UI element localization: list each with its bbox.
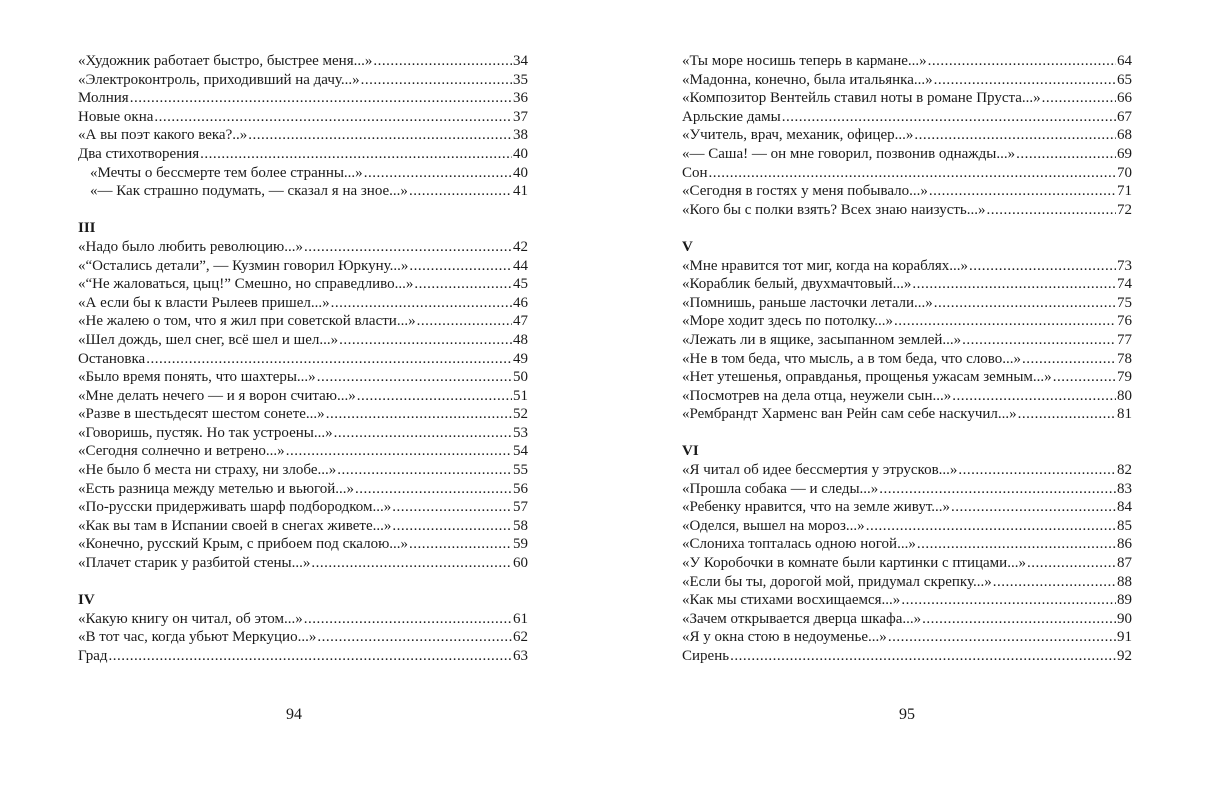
- toc-entry: [682, 517, 1132, 536]
- toc-entry: [78, 126, 528, 145]
- dot-leader: [109, 647, 512, 666]
- toc-entry: [78, 89, 528, 108]
- dot-leader: [1053, 368, 1116, 387]
- toc-entry-page: 67: [1117, 108, 1132, 125]
- toc-entry: [78, 71, 528, 90]
- toc-entry: [682, 126, 1132, 145]
- toc-entry: [682, 257, 1132, 276]
- toc-entry-title: «Говоришь, пустяк. Но так устроены...»: [78, 424, 333, 441]
- dot-leader: [317, 628, 512, 647]
- dot-leader: [248, 126, 512, 145]
- toc-entry: [682, 294, 1132, 313]
- toc-entry-title: «Прошла собака — и следы...»: [682, 480, 879, 497]
- dot-leader: [922, 610, 1116, 629]
- toc-entry-title: «А если бы к власти Рылеев пришел...»: [78, 294, 330, 311]
- dot-leader: [304, 238, 512, 257]
- toc-entry-title: Сирень: [682, 648, 730, 664]
- toc-entry-page: 70: [1117, 164, 1132, 181]
- toc-entry-title: «Ты море носишь теперь в кармане...»: [682, 53, 927, 69]
- right-page-toc: [682, 52, 1132, 666]
- toc-entry: [78, 554, 528, 573]
- toc-list: [78, 52, 528, 201]
- toc-entry-page: 57: [513, 499, 528, 516]
- dot-leader: [317, 368, 512, 387]
- toc-entry: [78, 164, 528, 183]
- toc-entry: [682, 387, 1132, 406]
- toc-list: [682, 52, 1132, 219]
- toc-entry: [78, 275, 528, 294]
- toc-entry-page: 40: [513, 145, 528, 162]
- section-heading: IV: [78, 592, 95, 609]
- dot-leader: [409, 535, 512, 554]
- toc-entry-title: «Как мы стихами восхищаемся...»: [682, 592, 901, 609]
- dot-leader: [286, 442, 512, 461]
- toc-entry: [682, 554, 1132, 573]
- toc-entry-page: 68: [1117, 127, 1132, 144]
- dot-leader: [339, 331, 512, 350]
- dot-leader: [417, 312, 512, 331]
- toc-entry-title: «Электроконтроль, приходивший на дачу...»: [78, 71, 360, 88]
- toc-entry-page: 79: [1117, 369, 1132, 386]
- toc-entry-title: «Плачет старик у разбитой стены...»: [78, 555, 311, 572]
- toc-entry-title: Град: [78, 648, 108, 664]
- toc-entry-title: «Слониха топталась одною ногой...»: [682, 536, 916, 553]
- toc-entry-page: 42: [513, 238, 528, 255]
- toc-entry-page: 78: [1117, 350, 1132, 367]
- toc-entry-title: «Не было б места ни страху, ни злобе...»: [78, 462, 337, 479]
- dot-leader: [730, 647, 1116, 666]
- toc-entry-title: Остановка: [78, 350, 146, 367]
- toc-entry-title: «Не в том беда, что мысль, а в том беда, что слово...»: [682, 350, 1022, 367]
- toc-entry-title: «Море ходит здесь по потолку...»: [682, 313, 893, 330]
- dot-leader: [355, 480, 512, 499]
- dot-leader: [969, 257, 1116, 276]
- toc-entry-title: «Шел дождь, шел снег, всё шел и шел...»: [78, 331, 339, 348]
- dot-leader: [951, 498, 1116, 517]
- dot-leader: [709, 164, 1116, 183]
- toc-entry-title: «Рембрандт Харменс ван Рейн сам себе наскучил...»: [682, 406, 1017, 423]
- toc-entry-title: «Разве в шестьдесят шестом сонете...»: [78, 406, 325, 423]
- toc-entry-page: 36: [513, 90, 528, 107]
- page-number-left: 94: [286, 706, 302, 723]
- toc-entry: [78, 387, 528, 406]
- dot-leader: [782, 108, 1116, 127]
- dot-leader: [917, 535, 1116, 554]
- toc-entry-page: 38: [513, 127, 528, 144]
- toc-entry: [682, 52, 1132, 71]
- toc-entry-page: 45: [513, 276, 528, 293]
- toc-entry-title: Два стихотворения: [78, 145, 200, 162]
- toc-entry: [682, 312, 1132, 331]
- dot-leader: [914, 126, 1116, 145]
- toc-entry: [682, 498, 1132, 517]
- toc-entry-page: 50: [513, 369, 528, 386]
- dot-leader: [912, 275, 1116, 294]
- section-heading: V: [682, 238, 693, 255]
- toc-entry: [78, 368, 528, 387]
- page-number-right: 95: [899, 706, 915, 723]
- dot-leader: [392, 498, 512, 517]
- dot-leader: [952, 387, 1116, 406]
- toc-entry-title: Арльские дамы: [682, 108, 781, 125]
- toc-entry: [682, 461, 1132, 480]
- dot-leader: [357, 387, 512, 406]
- toc-entry: [78, 238, 528, 257]
- toc-entry-title: Новые окна: [78, 108, 154, 125]
- toc-entry: [682, 628, 1132, 647]
- toc-entry-title: «Зачем открывается дверца шкафа...»: [682, 610, 922, 627]
- toc-entry-page: 46: [513, 294, 528, 311]
- toc-entry: [78, 442, 528, 461]
- toc-entry-title: Сон: [682, 164, 708, 181]
- toc-entry-page: 59: [513, 536, 528, 553]
- toc-entry: [682, 108, 1132, 127]
- toc-entry-title: «Если бы ты, дорогой мой, придумал скрепку...»: [682, 573, 992, 590]
- toc-entry-title: «Помнишь, раньше ласточки летали...»: [682, 294, 933, 311]
- toc-entry: [78, 610, 528, 629]
- toc-entry: [78, 312, 528, 331]
- toc-entry: [682, 182, 1132, 201]
- left-page-toc: [78, 52, 528, 666]
- toc-entry-page: 34: [513, 53, 528, 69]
- toc-entry-title: «Художник работает быстро, быстрее меня...»: [78, 53, 373, 69]
- toc-entry-page: 52: [513, 406, 528, 423]
- toc-entry-page: 92: [1117, 648, 1132, 664]
- toc-list: [78, 238, 528, 573]
- dot-leader: [337, 461, 512, 480]
- toc-entry-title: «Конечно, русский Крым, с прибоем под скалою...»: [78, 536, 409, 553]
- toc-entry: [78, 257, 528, 276]
- toc-entry-title: «Мадонна, конечно, была итальянка...»: [682, 71, 933, 88]
- toc-list: [78, 610, 528, 666]
- dot-leader: [409, 182, 512, 201]
- toc-entry: [78, 461, 528, 480]
- toc-entry-page: 37: [513, 108, 528, 125]
- dot-leader: [962, 331, 1116, 350]
- toc-entry-page: 66: [1117, 90, 1132, 107]
- toc-entry-title: «Ребенку нравится, что на земле живут...»: [682, 499, 951, 516]
- dot-leader: [1042, 89, 1116, 108]
- toc-entry-title: «Нет утешенья, оправданья, прощенья ужасам земным...»: [682, 369, 1052, 386]
- toc-entry-title: «Композитор Вентейль ставил ноты в романе Пруста...»: [682, 90, 1041, 107]
- toc-entry: [78, 108, 528, 127]
- toc-entry-title: «Сегодня в гостях у меня побывало...»: [682, 183, 928, 200]
- dot-leader: [331, 294, 512, 313]
- toc-entry-page: 89: [1117, 592, 1132, 609]
- dot-leader: [326, 405, 512, 424]
- toc-entry-page: 80: [1117, 387, 1132, 404]
- toc-entry-title: «Не жалею о том, что я жил при советской власти...»: [78, 313, 416, 330]
- toc-entry: [682, 535, 1132, 554]
- dot-leader: [929, 182, 1116, 201]
- toc-entry-title: «Кораблик белый, двухмачтовый...»: [682, 276, 912, 293]
- toc-entry-page: 82: [1117, 462, 1132, 479]
- toc-entry-title: «“Остались детали”, — Кузмин говорил Юркуну...»: [78, 257, 409, 274]
- dot-leader: [928, 52, 1116, 71]
- toc-entry-page: 61: [513, 610, 528, 627]
- toc-entry: [682, 591, 1132, 610]
- toc-entry-page: 53: [513, 424, 528, 441]
- dot-leader: [200, 145, 512, 164]
- toc-entry-title: «— Саша! — он мне говорил, позвонив однажды...»: [682, 145, 1016, 162]
- dot-leader: [901, 591, 1116, 610]
- toc-entry: [78, 331, 528, 350]
- dot-leader: [334, 424, 512, 443]
- toc-entry: [78, 517, 528, 536]
- toc-entry-title: «Кого бы с полки взять? Всех знаю наизусть...»: [682, 201, 986, 218]
- dot-leader: [409, 257, 512, 276]
- toc-entry-page: 73: [1117, 257, 1132, 274]
- toc-entry-page: 86: [1117, 536, 1132, 553]
- toc-entry-page: 48: [513, 331, 528, 348]
- toc-list: [682, 257, 1132, 424]
- toc-entry-page: 64: [1117, 53, 1132, 69]
- toc-entry-title: «Мне нравится тот миг, когда на кораблях...»: [682, 257, 969, 274]
- toc-entry-title: «— Как страшно подумать, — сказал я на зное...»: [90, 183, 408, 200]
- toc-entry-page: 56: [513, 480, 528, 497]
- dot-leader: [958, 461, 1116, 480]
- toc-entry: [78, 350, 528, 369]
- toc-entry-page: 85: [1117, 517, 1132, 534]
- toc-entry-page: 60: [513, 555, 528, 572]
- dot-leader: [373, 52, 512, 71]
- toc-entry: [682, 145, 1132, 164]
- toc-entry: [682, 610, 1132, 629]
- toc-entry-title: «Оделся, вышел на мороз...»: [682, 517, 865, 534]
- toc-entry-page: 83: [1117, 480, 1132, 497]
- toc-entry-page: 41: [513, 183, 528, 200]
- dot-leader: [1016, 145, 1116, 164]
- dot-leader: [987, 201, 1117, 220]
- toc-entry-page: 63: [513, 648, 528, 664]
- toc-entry-title: «А вы поэт какого века?..»: [78, 127, 248, 144]
- dot-leader: [993, 573, 1116, 592]
- toc-entry-title: «Лежать ли в ящике, засыпанном землей...»: [682, 331, 962, 348]
- toc-entry-title: Молния: [78, 90, 129, 107]
- toc-entry-title: «В тот час, когда убьют Меркуцио...»: [78, 629, 317, 646]
- toc-entry-page: 77: [1117, 331, 1132, 348]
- toc-entry-page: 71: [1117, 183, 1132, 200]
- toc-entry-page: 55: [513, 462, 528, 479]
- toc-entry: [78, 294, 528, 313]
- toc-entry-title: «“Не жаловаться, цыц!” Смешно, но справедливо...»: [78, 276, 414, 293]
- toc-entry: [682, 480, 1132, 499]
- toc-entry: [78, 424, 528, 443]
- toc-entry: [682, 71, 1132, 90]
- dot-leader: [414, 275, 512, 294]
- toc-entry: [682, 275, 1132, 294]
- dot-leader: [1027, 554, 1116, 573]
- toc-entry: [682, 89, 1132, 108]
- toc-entry-page: 35: [513, 71, 528, 88]
- toc-entry-title: «Какую книгу он читал, об этом...»: [78, 610, 303, 627]
- toc-entry-title: «Я читал об идее бессмертия у этрусков...»: [682, 462, 958, 479]
- toc-entry-title: «Мечты о бессмерте тем более странны...»: [90, 164, 363, 181]
- toc-entry: [682, 331, 1132, 350]
- toc-entry-title: «Посмотрев на дела отца, неужели сын...»: [682, 387, 952, 404]
- toc-entry-title: «Надо было любить революцию...»: [78, 238, 303, 255]
- toc-entry-page: 62: [513, 629, 528, 646]
- toc-entry: [78, 647, 528, 666]
- dot-leader: [1022, 350, 1116, 369]
- dot-leader: [154, 108, 512, 127]
- toc-entry-page: 47: [513, 313, 528, 330]
- toc-entry-page: 91: [1117, 629, 1132, 646]
- toc-entry-title: «Есть разница между метелью и вьюгой...»: [78, 480, 355, 497]
- dot-leader: [866, 517, 1116, 536]
- dot-leader: [364, 164, 512, 183]
- toc-list: [682, 461, 1132, 666]
- toc-entry: [682, 368, 1132, 387]
- toc-entry-page: 72: [1117, 201, 1132, 218]
- section-heading: VI: [682, 443, 699, 460]
- toc-entry: [78, 52, 528, 71]
- toc-entry-page: 75: [1117, 294, 1132, 311]
- dot-leader: [934, 294, 1116, 313]
- dot-leader: [392, 517, 512, 536]
- dot-leader: [311, 554, 512, 573]
- toc-entry: [78, 480, 528, 499]
- toc-entry-title: «Как вы там в Испании своей в снегах живете...»: [78, 517, 392, 534]
- toc-entry: [78, 535, 528, 554]
- dot-leader: [146, 350, 512, 369]
- toc-entry-page: 49: [513, 350, 528, 367]
- toc-entry-title: «Я у окна стою в недоуменье...»: [682, 629, 887, 646]
- dot-leader: [888, 628, 1116, 647]
- toc-entry: [78, 405, 528, 424]
- toc-entry-page: 51: [513, 387, 528, 404]
- dot-leader: [934, 71, 1116, 90]
- toc-entry: [78, 182, 528, 201]
- dot-leader: [304, 610, 512, 629]
- toc-entry-page: 76: [1117, 313, 1132, 330]
- toc-entry-page: 84: [1117, 499, 1132, 516]
- toc-entry: [78, 628, 528, 647]
- toc-entry-page: 81: [1117, 406, 1132, 423]
- section-heading: III: [78, 220, 96, 237]
- toc-entry-title: «Мне делать нечего — и я ворон считаю...»: [78, 387, 356, 404]
- toc-entry-page: 74: [1117, 276, 1132, 293]
- toc-entry: [682, 164, 1132, 183]
- toc-entry-page: 65: [1117, 71, 1132, 88]
- toc-entry: [682, 201, 1132, 220]
- toc-entry: [682, 405, 1132, 424]
- toc-entry-page: 69: [1117, 145, 1132, 162]
- toc-entry: [682, 573, 1132, 592]
- toc-entry: [78, 145, 528, 164]
- toc-entry-title: «Учитель, врач, механик, офицер...»: [682, 127, 914, 144]
- toc-entry: [682, 647, 1132, 666]
- toc-entry-page: 40: [513, 164, 528, 181]
- toc-entry: [682, 350, 1132, 369]
- toc-entry-title: «Сегодня солнечно и ветрено...»: [78, 443, 285, 460]
- toc-entry-page: 54: [513, 443, 528, 460]
- toc-entry-page: 87: [1117, 555, 1132, 572]
- dot-leader: [1018, 405, 1116, 424]
- toc-entry-page: 58: [513, 517, 528, 534]
- toc-entry-title: «По-русски придерживать шарф подбородком...»: [78, 499, 392, 516]
- toc-entry-page: 90: [1117, 610, 1132, 627]
- dot-leader: [130, 89, 512, 108]
- dot-leader: [879, 480, 1116, 499]
- dot-leader: [894, 312, 1116, 331]
- dot-leader: [361, 71, 512, 90]
- toc-entry-title: «У Коробочки в комнате были картинки с птицами...»: [682, 555, 1026, 572]
- toc-entry: [78, 498, 528, 517]
- toc-entry-title: «Было время понять, что шахтеры...»: [78, 369, 316, 386]
- toc-entry-page: 88: [1117, 573, 1132, 590]
- toc-entry-page: 44: [513, 257, 528, 274]
